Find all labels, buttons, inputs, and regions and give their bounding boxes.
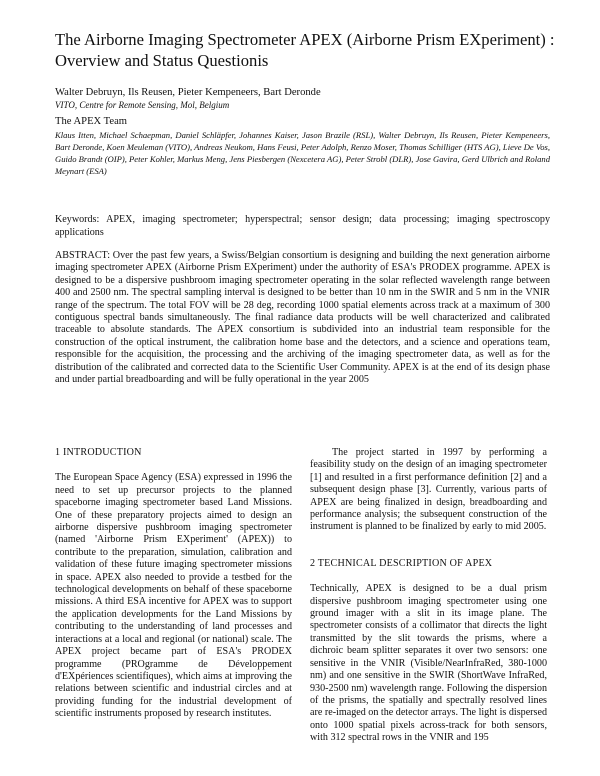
section-2-heading: 2 TECHNICAL DESCRIPTION OF APEX [310, 557, 493, 569]
section-2-paragraph-1: Technically, APEX is designed to be a dual prism dispersive pushbroom imaging spectrometer using one ground imager with a slit in its image plane. The spectrometer consists of a collimator that directs the light transmitted by the slit towards the prisms, where a dichroic beam splitter separates it over two sensors: one sensitive in the VNIR (Visible/NearInfraRed, 380-1000 nm) and one sensitive in the SWIR (ShortWave InfraRed, 930-2500 nm) wavelength range. Following the dispersion of the prisms, the spatially and spectrally resolved lines are re-imaged on the detector arrays. The light is dispersed onto 1000 spatial pixels across-track for both sensors, with 312 spectral rows in the VNIR and 195 [310, 583, 547, 744]
section-1-paragraph-2: The project started in 1997 by performing a feasibility study on the design of an imaging spectrometer [1] and resulted in a first performance definition [2] and a subsequent design phase [3]. Currently, various parts of APEX are being finalized in design, breadboarding and performance analysis; the subsequent construction of the instrument is planned to be finalized by early to mid 2005. [310, 447, 547, 533]
abstract: ABSTRACT: Over the past few years, a Swiss/Belgian consortium is designing and building the next generation airborne imaging spectrometer APEX (Airborne Prism EXperiment) under the authority of ESA's PRODEX programme. APEX is designed to be a dispersive pushbroom imaging spectrometer operating in the solar reflected wavelength range between 400 and 2500 nm. The spectral sampling interval is designed to be better than 10 nm in the SWIR and 5 nm in the VNIR range of the spectrum. The total FOV will be 28 deg, recording 1000 spatial elements across track at a maximum of 300 contiguous spectral bands simultaneously. The final radiance data products will be well characterized and calibrated traceable to absolute standards. The APEX consortium is subdivided into an industrial team responsible for the construction of the optical instrument, the calibration home base and the detectors, and a science and operations team, responsible for the acquisition, the processing and the archiving of the imaging spectrometer data, as well as for the distribution of the calibrated and corrected data to the Scientific User Community. APEX is at the end of its design phase and under partial breadboarding and will be fully operational in the year 2005 [55, 250, 550, 386]
paper-title: The Airborne Imaging Spectrometer APEX (Airborne Prism EXperiment) : Overview and Status Questionis [55, 30, 555, 70]
author-list: Walter Debruyn, Ils Reusen, Pieter Kempeneers, Bart Deronde [55, 87, 321, 98]
team-heading: The APEX Team [55, 116, 128, 127]
section-1-heading: 1 INTRODUCTION [55, 447, 142, 458]
affiliation: VITO, Centre for Remote Sensing, Mol, Belgium [55, 100, 230, 110]
section-1-paragraph-1: The European Space Agency (ESA) expressed in 1996 the need to set up precursor projects to the planned spaceborne imaging spectrometer based Land Missions. One of these preparatory projects aimed to design an airborne dispersive pushbroom imaging spectrometer (named 'Airborne Prism EXperiment' (APEX)) to contribute to the preparation, simulation, calibration and validation of these future imaging spectrometer missions in space. APEX also needed to provide a testbed for the technological developments on behalf of these spaceborne missions. A third ESA incentive for APEX was to support the application developments for the Land Missions by contributing to the understanding of land processes and interactions at a local and regional (or national) scale. The APEX project became part of ESA's PRODEX programme (PROgramme de Développement d'EXpériences scientifiques), which aims at improving the relations between scientific and industrial circles and at providing funding for the industrial development of scientific instruments proposed by research institutes. [55, 472, 292, 720]
left-column [55, 447, 292, 721]
right-column [310, 447, 547, 745]
team-members: Klaus Itten, Michael Schaepman, Daniel Schläpfer, Johannes Kaiser, Jason Brazile (RSL), Walter Debruyn, Ils Reusen, Pieter Kempeneers, Bart Deronde, Koen Meuleman (VITO), Andreas Neukom, Hans Feusi, Peter Adolph, Renzo Moser, Thomas Schilliger (HTS AG), Lieve De Vos, Guido Brandt (OIP), Peter Kohler, Markus Meng, Jens Piesbergen (Nexcetera AG), Peter Strobl (DLR), Jose Gavira, Gerd Ulbrich and Roland Meynart (ESA) [55, 130, 550, 176]
keywords: Keywords: APEX, imaging spectrometer; hyperspectral; sensor design; data processing; imaging spectroscopy applications [55, 214, 550, 238]
